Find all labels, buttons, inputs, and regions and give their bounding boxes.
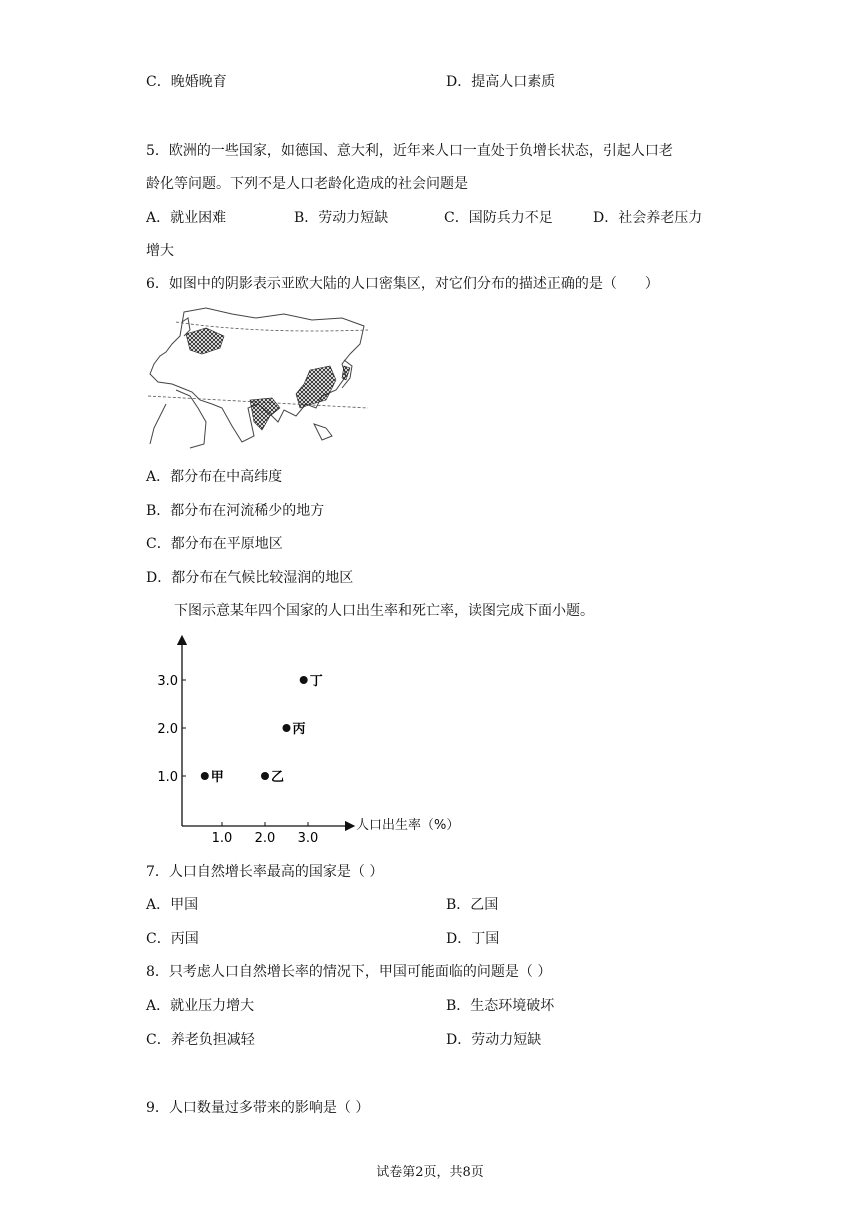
q7-option-c: C．丙国 <box>146 931 199 947</box>
q7-option-d: D．丁国 <box>446 931 500 947</box>
data-point-label: 丙 <box>292 722 306 737</box>
y-tick-label: 2.0 <box>157 722 178 737</box>
x-axis-label: 人口出生率（%） <box>356 818 460 833</box>
q5-option-a: A．就业困难 <box>146 210 227 226</box>
q8-option-c: C．养老负担减轻 <box>146 1032 255 1048</box>
q6-option-a: A．都分布在中高纬度 <box>146 469 283 485</box>
data-point <box>201 772 209 780</box>
q4-option-d: D．提高人口素质 <box>446 74 556 90</box>
europe-dense-area <box>186 328 224 354</box>
q6-stem: 6．如图中的阴影表示亚欧大陆的人口密集区，对它们分布的描述正确的是（ ） <box>146 276 659 292</box>
data-point-label: 丁 <box>309 674 323 689</box>
island-outline <box>314 424 332 440</box>
x-tick-label: 1.0 <box>211 831 233 844</box>
q5-option-c: C．国防兵力不足 <box>444 210 553 226</box>
data-point <box>261 772 269 780</box>
q9-stem: 9．人口数量过多带来的影响是（ ） <box>146 1100 370 1116</box>
q5-stem-line1: 5．欧洲的一些国家，如德国、意大利，近年来人口一直处于负增长状态，引起人口老 <box>146 143 673 159</box>
q7-option-b: B．乙国 <box>446 897 499 913</box>
q7-option-a: A．甲国 <box>146 897 199 913</box>
africa-outline <box>150 390 206 448</box>
east-asia-dense-area <box>296 366 336 408</box>
q5-option-d: D．社会养老压力 <box>593 210 703 226</box>
eurasia-population-map <box>146 304 370 450</box>
q8-stem: 8．只考虑人口自然增长率的情况下，甲国可能面临的问题是（ ） <box>146 964 552 980</box>
y-tick-label: 3.0 <box>157 674 178 689</box>
q8-option-d: D．劳动力短缺 <box>446 1032 542 1048</box>
y-tick-label: 1.0 <box>157 770 178 785</box>
data-point <box>283 724 291 732</box>
q6-option-c: C．都分布在平原地区 <box>146 536 283 552</box>
data-point-label: 甲 <box>210 770 224 785</box>
q6-option-d: D．都分布在气候比较湿润的地区 <box>146 570 354 586</box>
q6-option-b: B．都分布在河流稀少的地方 <box>146 503 325 519</box>
x-tick-label: 2.0 <box>254 831 276 844</box>
birth-death-rate-chart <box>150 632 460 844</box>
q8-option-a: A．就业压力增大 <box>146 998 255 1014</box>
data-point-label: 乙 <box>271 770 285 785</box>
q4-option-c: C．晚婚晚育 <box>146 74 227 90</box>
x-tick-label: 3.0 <box>297 831 319 844</box>
q5-option-d-cont: 增大 <box>146 243 174 259</box>
chart-intro: 下图示意某年四个国家的人口出生率和死亡率，读图完成下面小题。 <box>174 603 594 619</box>
q5-stem-line2: 龄化等问题。下列不是人口老龄化造成的社会问题是 <box>146 176 468 192</box>
page-footer: 试卷第2页，共8页 <box>376 1165 484 1180</box>
q5-option-b: B．劳动力短缺 <box>294 210 389 226</box>
q8-option-b: B．生态环境破坏 <box>446 998 555 1014</box>
data-point <box>300 676 308 684</box>
south-asia-dense-area <box>250 398 280 430</box>
q7-stem: 7．人口自然增长率最高的国家是（ ） <box>146 864 384 880</box>
